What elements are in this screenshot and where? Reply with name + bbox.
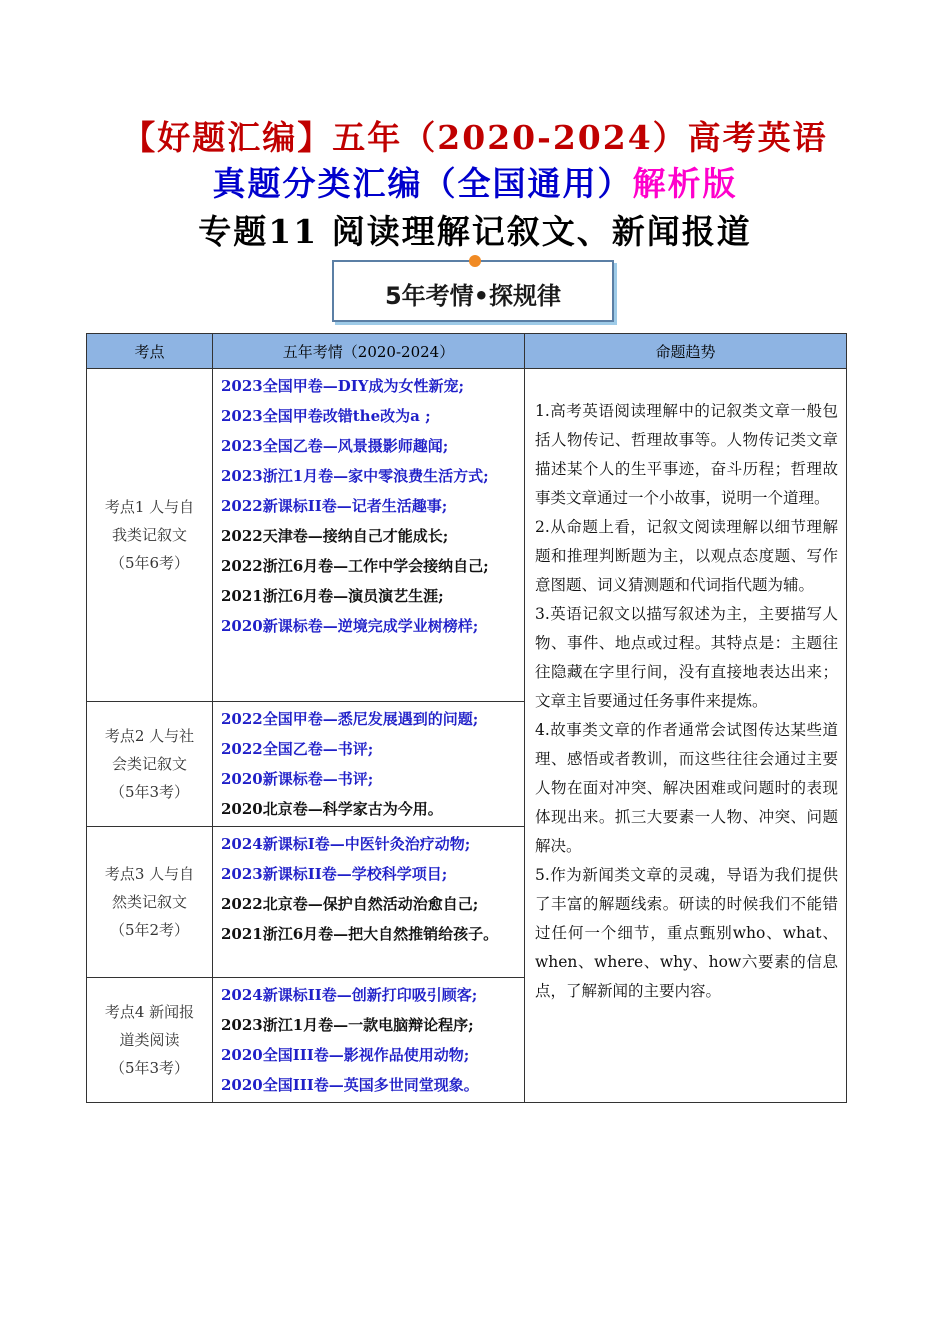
exam-items-cell-3 bbox=[213, 827, 525, 978]
topic-title: 专题11 阅读理解记叙文、新闻报道 bbox=[198, 212, 752, 251]
exam-item: 2024新课标I卷—中医针灸治疗动物; bbox=[221, 835, 471, 853]
kaodian-label: 考点3 人与自 bbox=[104, 865, 195, 883]
exam-item: 2023全国乙卷—风景摄影师趣闻; bbox=[221, 437, 449, 455]
exam-item: 2023新课标II卷—学校科学项目; bbox=[221, 865, 448, 883]
kaodian-label: 考点4 新闻报 bbox=[104, 1003, 195, 1021]
kaodian-cell-1 bbox=[87, 369, 213, 702]
header-five-year: 五年考情（2020-2024） bbox=[213, 334, 525, 369]
exam-item: 2020全国III卷—影视作品使用动物; bbox=[221, 1046, 470, 1064]
exam-item: 2020新课标卷—逆境完成学业树榜样; bbox=[221, 617, 479, 635]
exam-item: 2020全国III卷—英国多世同堂现象。 bbox=[221, 1076, 479, 1094]
exam-items-cell-2 bbox=[213, 702, 525, 827]
title-line-2 bbox=[0, 158, 950, 205]
trend-cell bbox=[525, 369, 847, 1103]
trend-paragraph-3: 3.英语记叙文以描写叙述为主，主要描写人物、事件、地点或过程。其特点是：主题往往隐藏在字里行间，没有直接地表达出来；文章主旨要通过任务事件来提炼。 bbox=[535, 605, 838, 710]
kaodian-label: 然类记叙文 bbox=[111, 893, 187, 911]
kaodian-cell-2 bbox=[87, 702, 213, 827]
kaodian-cell-3 bbox=[87, 827, 213, 978]
trend-paragraph-4: 4.故事类文章的作者通常会试图传达某些道理、感悟或者教训，而这些往往会通过主要人物在面对冲突、解决困难或问题时的表现体现出来。抓三大要素一人物、冲突、问题解决。 bbox=[535, 721, 838, 855]
title-line-2-main: 真题分类汇编（全国通用） bbox=[212, 164, 633, 203]
header-trend: 命题趋势 bbox=[525, 334, 847, 369]
exam-item: 2022浙江6月卷—工作中学会接纳自己; bbox=[221, 557, 489, 575]
table-header-row bbox=[87, 334, 847, 369]
trend-paragraph-5: 5.作为新闻类文章的灵魂，导语为我们提供了丰富的解题线索。研读的时候我们不能错过任何一个细节，重点甄别who、what、when、where、why、how六要素的信息点，了解新闻的主要内容。 bbox=[535, 866, 838, 1000]
exam-item: 2024新课标II卷—创新打印吸引顾客; bbox=[221, 986, 478, 1004]
header-kaodian: 考点 bbox=[87, 334, 213, 369]
kaodian-label: 会类记叙文 bbox=[111, 755, 187, 773]
kaodian-count: （5年3考） bbox=[109, 783, 190, 801]
kaodian-label: 考点2 人与社 bbox=[104, 727, 195, 745]
kaodian-cell-4 bbox=[87, 978, 213, 1103]
kaodian-count: （5年3考） bbox=[109, 1059, 190, 1077]
exam-item: 2021浙江6月卷—演员演艺生涯; bbox=[221, 587, 444, 605]
exam-items-cell-4 bbox=[213, 978, 525, 1103]
kaodian-count: （5年2考） bbox=[109, 921, 190, 939]
trend-paragraph-2: 2.从命题上看，记叙文阅读理解以细节理解题和推理判断题为主，以观点态度题、写作意图题、词义猜测题和代词指代题为辅。 bbox=[535, 518, 838, 594]
exam-item: 2020新课标卷—书评; bbox=[221, 770, 374, 788]
exam-item: 2021浙江6月卷—把大自然推销给孩子。 bbox=[221, 925, 499, 943]
title-line-2-accent: 解析版 bbox=[632, 164, 738, 203]
kaodian-label: 我类记叙文 bbox=[111, 526, 187, 544]
exam-item: 2023浙江1月卷—一款电脑辩论程序; bbox=[221, 1016, 474, 1034]
exam-item: 2023全国甲卷—DIY成为女性新宠; bbox=[221, 377, 465, 395]
exam-item: 2022全国甲卷—悉尼发展遇到的问题; bbox=[221, 710, 479, 728]
kaodian-count: （5年6考） bbox=[109, 554, 190, 572]
section-banner-text: 5年考情•探规律 bbox=[384, 282, 562, 310]
exam-item: 2022天津卷—接纳自己才能成长; bbox=[221, 527, 449, 545]
exam-item: 2022新课标II卷—记者生活趣事; bbox=[221, 497, 448, 515]
exam-items-cell-1 bbox=[213, 369, 525, 702]
banner-dot-icon bbox=[469, 255, 481, 267]
exam-item: 2023浙江1月卷—家中零浪费生活方式; bbox=[221, 467, 489, 485]
exam-item: 2020北京卷—科学家古为今用。 bbox=[221, 800, 443, 818]
exam-item: 2022全国乙卷—书评; bbox=[221, 740, 374, 758]
kaodian-label: 考点1 人与自 bbox=[104, 498, 195, 516]
kaodian-label: 道类阅读 bbox=[119, 1031, 180, 1049]
trend-paragraph-1: 1.高考英语阅读理解中的记叙类文章一般包括人物传记、哲理故事等。人物传记类文章描述某个人的生平事迹，奋斗历程；哲理故事类文章通过一个小故事，说明一个道理。 bbox=[535, 402, 838, 507]
exam-analysis-table bbox=[86, 333, 847, 1103]
exam-item: 2022北京卷—保护自然活动治愈自己; bbox=[221, 895, 479, 913]
title-line-1: 【好题汇编】五年（2020-2024）高考英语 bbox=[122, 118, 828, 157]
table-row bbox=[87, 369, 847, 702]
exam-item: 2023全国甲卷改错the改为a ; bbox=[221, 407, 431, 425]
